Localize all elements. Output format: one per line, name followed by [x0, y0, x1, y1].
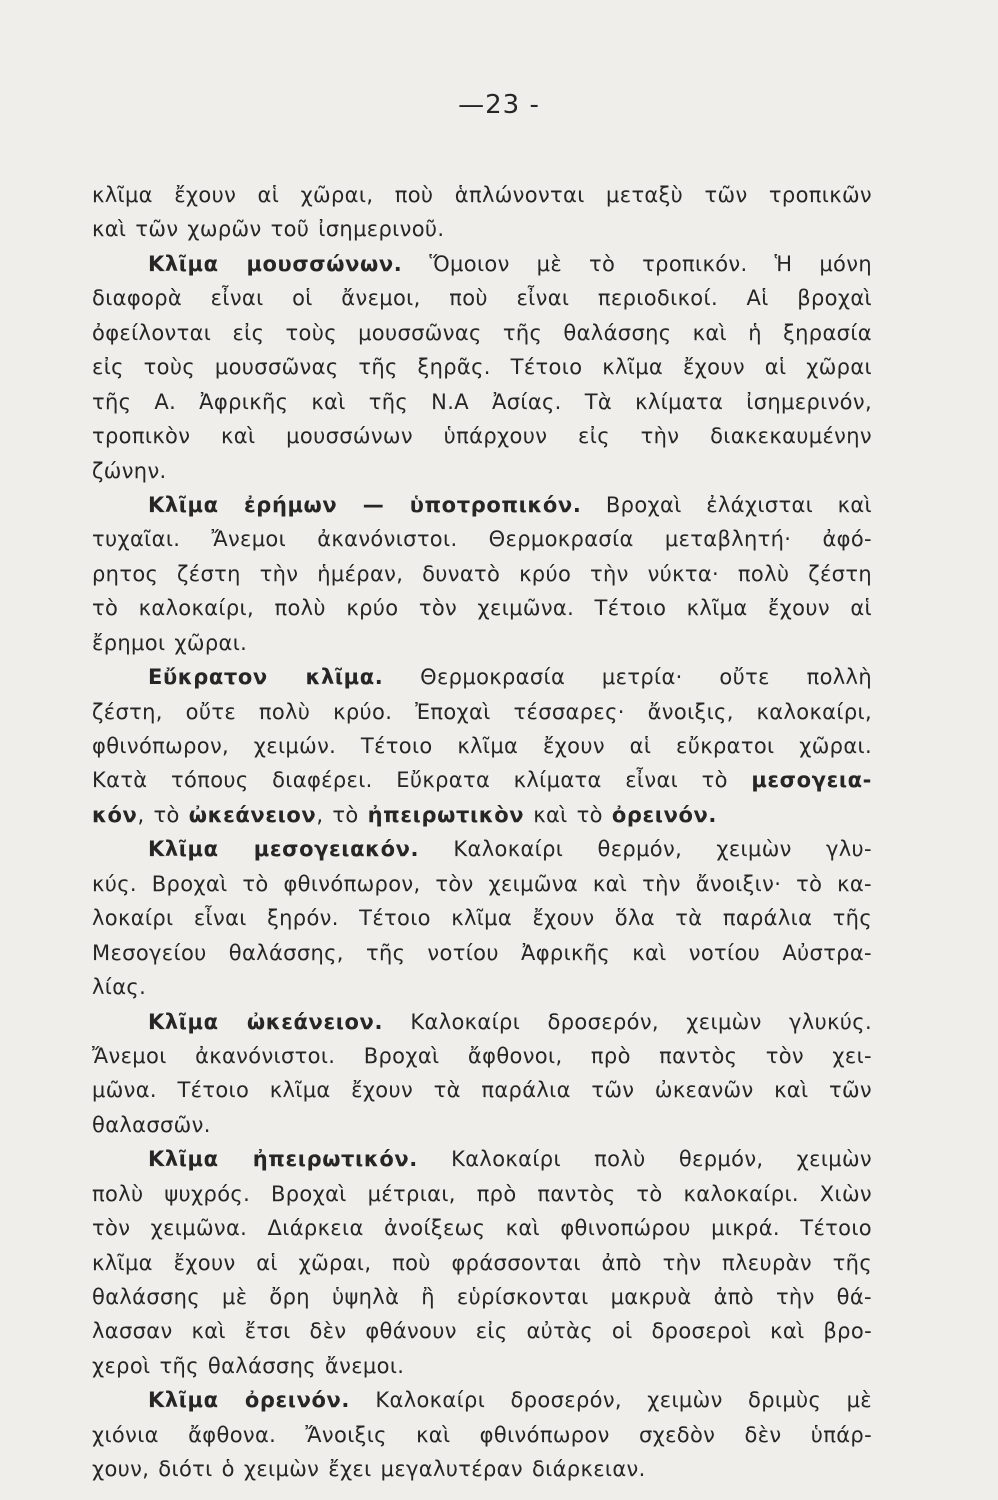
text-line: τὸν χειμῶνα. Διάρκεια ἀνοίξεως καὶ φθινοπώρου μικρά. Τέτοιο: [92, 1216, 872, 1241]
text-line: χεροὶ τῆς θαλάσσης ἄνεμοι.: [92, 1353, 405, 1378]
text-line: λίας.: [92, 975, 147, 1000]
text-line: διαφορὰ εἶναι οἱ ἄνεμοι, ποὺ εἶναι περιοδικοί. Αἱ βροχαὶ: [92, 286, 872, 311]
text-line: κύς. Βροχαὶ τὸ φθινόπωρον, τὸν χειμῶνα καὶ τὴν ἄνοιξιν· τὸ κα-: [92, 871, 872, 896]
text-line: [92, 763, 872, 797]
text-line: λοκαίρι εἶναι ξηρόν. Τέτοιο κλῖμα ἔχουν ὅλα τὰ παράλια τῆς: [92, 906, 872, 931]
text-line: [92, 1005, 872, 1039]
text-line: τροπικὸν καὶ μουσσώνων ὑπάρχουν εἰς τὴν διακεκαυμένην: [92, 424, 872, 449]
line-text: Βροχαὶ ἐλάχισται καὶ: [605, 492, 872, 517]
line-text: Κατὰ τόπους διαφέρει. Εὔκρατα κλίματα εἶναι τὸ: [92, 768, 752, 793]
text-line: θαλάσσης μὲ ὄρη ὑψηλὰ ἢ εὑρίσκονται μακρυὰ ἀπὸ τὴν θά-: [92, 1285, 872, 1309]
section-heading: Κλῖμα ὀρεινόν.: [148, 1388, 351, 1413]
text-line: τυχαῖαι. Ἄνεμοι ἀκανόνιστοι. Θερμοκρασία μεταβλητή· ἀφό-: [92, 527, 872, 552]
text-line: θαλασσῶν.: [92, 1112, 211, 1137]
text-line: [92, 798, 872, 832]
text-line: κλῖμα ἔχουν αἱ χῶραι, ποὺ φράσσονται ἀπὸ τὴν πλευρὰν τῆς: [92, 1250, 872, 1275]
section-heading: Κλῖμα ὠκεάνειον.: [148, 1009, 384, 1034]
emphasized-term: μεσογεια-: [751, 768, 872, 793]
emphasized-term: ἠπειρωτικὸν: [367, 802, 525, 827]
text-line: [92, 247, 872, 281]
text-line: ὀφείλονται εἰς τοὺς μουσσῶνας τῆς θαλάσσης καὶ ἡ ξηρασία: [92, 320, 872, 345]
text-line: ρητος ζέστη τὴν ἡμέραν, δυνατὸ κρύο τὴν νύκτα· πολὺ ζέστη: [92, 561, 872, 586]
text-line: [92, 1383, 872, 1417]
line-text: Καλοκαίρι πολὺ θερμόν, χειμὼν: [451, 1147, 873, 1172]
section-heading: Κλῖμα μουσσώνων.: [148, 251, 403, 276]
line-text: Ὅμοιον μὲ τὸ τροπικόν. Ἡ μόνη: [429, 251, 872, 276]
text-line: εἰς τοὺς μουσσῶνας τῆς ξηρᾶς. Τέτοιο κλῖμα ἔχουν αἱ χῶραι: [92, 355, 872, 380]
line-text: Καλοκαίρι δροσερόν, χειμὼν δριμὺς μὲ: [375, 1388, 872, 1413]
text-line: Μεσογείου θαλάσσης, τῆς νοτίου Ἀφρικῆς καὶ νοτίου Αὐστρα-: [92, 940, 872, 965]
text-line: λασσαν καὶ ἔτσι δὲν φθάνουν εἰς αὐτὰς οἱ δροσεροὶ καὶ βρο-: [92, 1319, 872, 1344]
line-text: Θερμοκρασία μετρία· οὔτε πολλὴ: [420, 665, 872, 690]
emphasized-term: ὀρεινόν.: [611, 802, 717, 827]
text-line: φθινόπωρον, χειμών. Τέτοιο κλῖμα ἔχουν αἱ εὔκρατοι χῶραι.: [92, 734, 872, 758]
text-line: ἔρημοι χῶραι.: [92, 630, 248, 655]
text-line: [92, 660, 872, 694]
section-heading: Κλῖμα ἠπειρωτικόν.: [148, 1147, 418, 1172]
line-text: Καλοκαίρι θερμόν, χειμὼν γλυ-: [453, 837, 872, 862]
section-heading: Κλῖμα ἐρήμων — ὑποτροπικόν.: [148, 492, 582, 517]
text-line: πολὺ ψυχρός. Βροχαὶ μέτριαι, πρὸ παντὸς τὸ καλοκαίρι. Χιὼν: [92, 1181, 872, 1206]
line-text: , τὸ: [137, 802, 189, 827]
line-text: καὶ τὸ: [524, 802, 612, 827]
text-line: τὸ καλοκαίρι, πολὺ κρύο τὸν χειμῶνα. Τέτοιο κλῖμα ἔχουν αἱ: [92, 596, 872, 621]
text-line: [92, 488, 872, 522]
line-text: , τὸ: [316, 802, 368, 827]
text-line: χουν, διότι ὁ χειμὼν ἔχει μεγαλυτέραν διάρκειαν.: [92, 1457, 646, 1482]
emphasized-term: κόν: [92, 802, 138, 827]
text-line: [92, 1142, 872, 1176]
section-heading: Εὔκρατον κλῖμα.: [148, 665, 384, 690]
text-line: τῆς Α. Ἀφρικῆς καὶ τῆς Ν.Α Ἀσίας. Τὰ κλίματα ἰσημερινόν,: [92, 389, 872, 414]
emphasized-term: ὠκεάνειον: [188, 802, 317, 827]
text-line: ζώνην.: [92, 458, 167, 483]
text-line: [92, 832, 872, 866]
text-line: Ἄνεμοι ἀκανόνιστοι. Βροχαὶ ἄφθονοι, πρὸ παντὸς τὸν χει-: [92, 1043, 872, 1068]
text-line: καὶ τῶν χωρῶν τοῦ ἰσημερινοῦ.: [92, 217, 445, 242]
page-number: —23 -: [458, 90, 540, 120]
text-line: ζέστη, οὔτε πολὺ κρύο. Ἐποχαὶ τέσσαρες· ἄνοιξις, καλοκαίρι,: [92, 699, 872, 724]
body-text: [92, 178, 872, 1487]
text-line: μῶνα. Τέτοιο κλῖμα ἔχουν τὰ παράλια τῶν ὠκεανῶν καὶ τῶν: [92, 1078, 872, 1103]
section-heading: Κλῖμα μεσογειακόν.: [148, 837, 420, 862]
text-line: κλῖμα ἔχουν αἱ χῶραι, ποὺ ἁπλώνονται μεταξὺ τῶν τροπικῶν: [92, 183, 872, 207]
text-line: χιόνια ἄφθονα. Ἄνοιξις καὶ φθινόπωρον σχεδὸν δὲν ὑπάρ-: [92, 1422, 872, 1447]
line-text: Καλοκαίρι δροσερόν, χειμὼν γλυκύς.: [410, 1009, 872, 1034]
